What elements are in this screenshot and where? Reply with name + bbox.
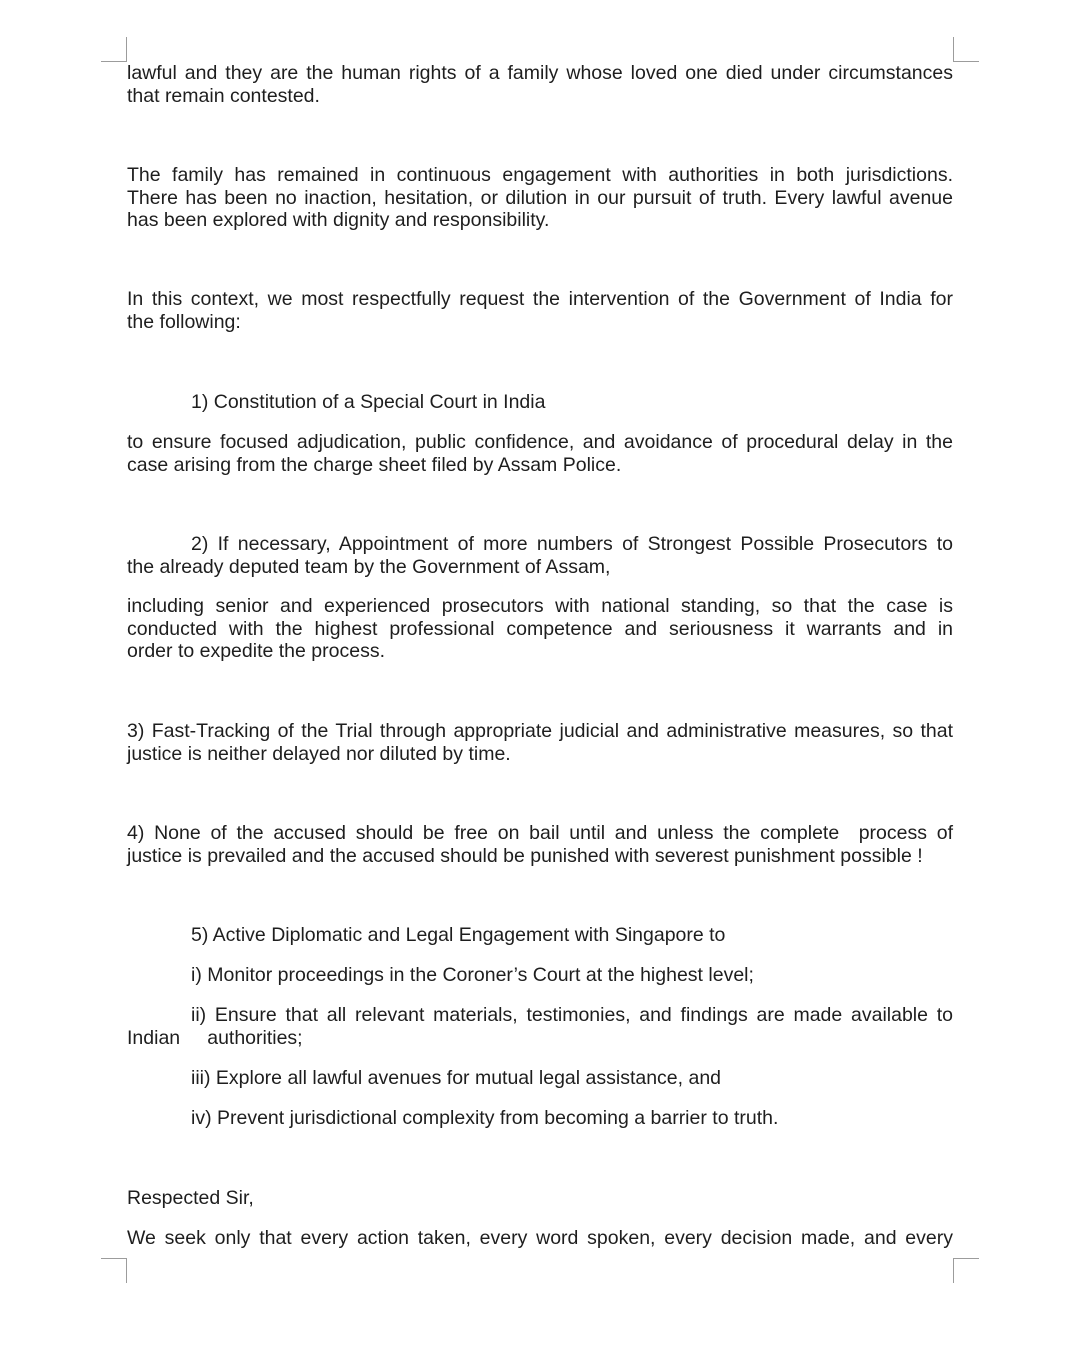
text-line: the following:: [127, 310, 241, 333]
request-item-2-heading: [127, 533, 953, 578]
text-line: Respected Sir,: [127, 1187, 254, 1209]
text-line: ii) Ensure that all relevant materials, testimonies, and findings are made available to: [191, 1004, 953, 1026]
request-item-1-heading: [127, 391, 953, 414]
request-item-5-sub-i: [127, 964, 953, 987]
continuation-paragraph: [127, 62, 953, 107]
text-line: the already deputed team by the Government of Assam,: [127, 555, 611, 578]
text-line: iv) Prevent jurisdictional complexity from becoming a barrier to truth.: [191, 1107, 779, 1129]
text-line: that remain contested.: [127, 84, 320, 107]
request-item-5-sub-iv: [127, 1107, 953, 1130]
request-item-5-heading: [127, 924, 953, 947]
request-item-5-sub-iii: [127, 1067, 953, 1090]
text-line: conducted with the highest professional competence and seriousness it warrants and in: [127, 617, 953, 640]
crop-mark-top-right: [953, 37, 979, 62]
text-line: 5) Active Diplomatic and Legal Engagement with Singapore to: [191, 924, 726, 946]
text-line: 1) Constitution of a Special Court in India: [191, 391, 546, 413]
request-item-5-sub-ii: [127, 1004, 953, 1049]
text-line: justice is neither delayed nor diluted by time.: [127, 742, 511, 765]
text-line: 2) If necessary, Appointment of more numbers of Strongest Possible Prosecutors to: [191, 533, 953, 555]
text-line: lawful and they are the human rights of a family whose loved one died under circumstances: [127, 62, 953, 84]
crop-mark-bottom-right: [953, 1258, 979, 1283]
text-line: to ensure focused adjudication, public confidence, and avoidance of procedural delay in the: [127, 431, 953, 453]
text-line: justice is prevailed and the accused should be punished with severest punishment possible !: [127, 844, 923, 867]
text-line: We seek only that every action taken, every word spoken, every decision made, and every: [127, 1227, 953, 1249]
text-line: There has been no inaction, hesitation, or dilution in our pursuit of truth. Every lawful avenue: [127, 186, 953, 209]
request-item-2-body: [127, 595, 953, 663]
request-item-4: [127, 822, 953, 867]
text-line: including senior and experienced prosecutors with national standing, so that the case is: [127, 595, 953, 617]
text-line: order to expedite the process.: [127, 640, 385, 662]
request-item-1-body: [127, 431, 953, 476]
text-line: 4) None of the accused should be free on bail until and unless the complete process of: [127, 822, 953, 844]
text-line: Indian authorities;: [127, 1026, 303, 1049]
crop-mark-bottom-left: [101, 1258, 127, 1283]
request-item-3: [127, 720, 953, 765]
closing-paragraph: [127, 1227, 953, 1250]
text-line: has been explored with dignity and responsibility.: [127, 209, 550, 231]
text-line: i) Monitor proceedings in the Coroner’s Court at the highest level;: [191, 964, 754, 986]
family-engagement-paragraph: [127, 164, 953, 232]
text-line: The family has remained in continuous engagement with authorities in both jurisdictions.: [127, 164, 953, 186]
text-line: In this context, we most respectfully request the intervention of the Government of India for: [127, 288, 953, 310]
request-intro-paragraph: [127, 288, 953, 333]
salutation: [127, 1187, 953, 1210]
crop-mark-top-left: [101, 37, 127, 62]
text-line: 3) Fast-Tracking of the Trial through appropriate judicial and administrative measures, so that: [127, 720, 953, 742]
text-line: case arising from the charge sheet filed by Assam Police.: [127, 453, 622, 476]
text-line: iii) Explore all lawful avenues for mutual legal assistance, and: [191, 1067, 722, 1089]
